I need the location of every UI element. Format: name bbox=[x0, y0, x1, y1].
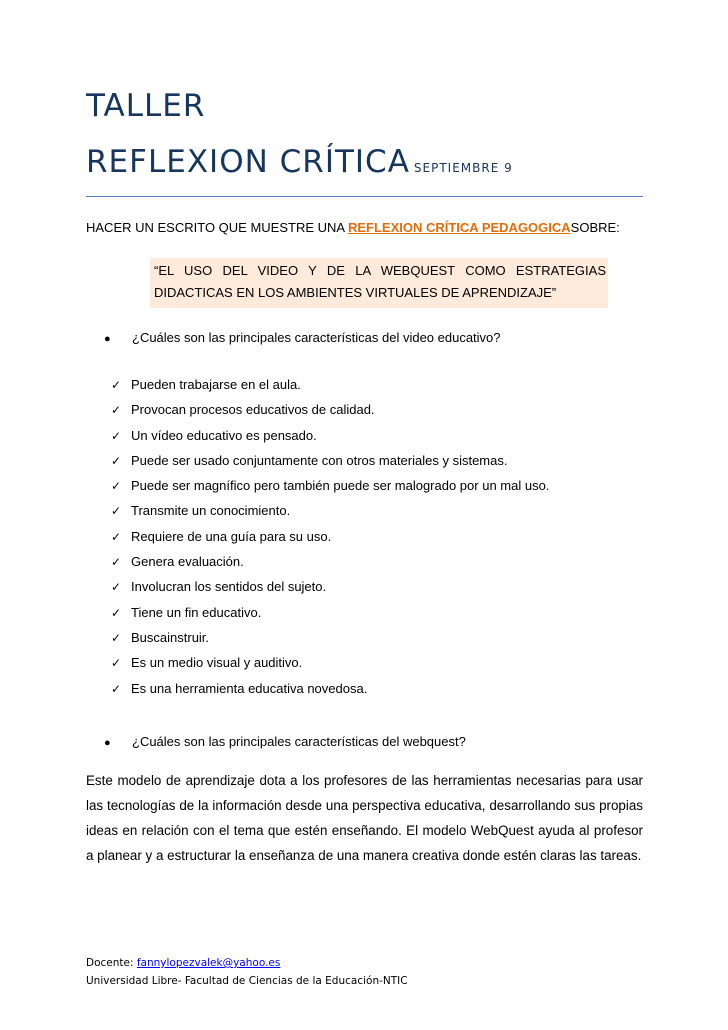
list-item bbox=[111, 604, 549, 629]
title-date: SEPTIEMBRE 9 bbox=[413, 161, 513, 175]
list-item-text: Puede ser magnífico pero también puede ser malogrado por un mal uso. bbox=[131, 478, 550, 494]
list-item-text: Tiene un fin educativo. bbox=[131, 604, 262, 620]
question-2 bbox=[104, 734, 466, 749]
list-item-text: Buscainstruir. bbox=[131, 629, 210, 645]
bullet-icon: ● bbox=[104, 333, 111, 345]
checkmark-icon: ✓ bbox=[111, 378, 122, 392]
checkmark-icon: ✓ bbox=[111, 428, 122, 443]
question-2-text: ¿Cuáles son las principales características del webquest? bbox=[132, 734, 466, 749]
title-line-2 bbox=[86, 142, 513, 188]
list-item bbox=[111, 578, 549, 603]
webquest-paragraph: Este modelo de aprendizaje dota a los profesores de las herramientas necesarias para usar las tecnologías de la información desde una perspectiva educativa, desarrollando sus propias ideas en relación con el tema que estén enseñando. El modelo WebQuest ayuda al profesor a planear y a estructurar la enseñanza de una manera creativa donde estén claras las tareas. bbox=[86, 773, 643, 863]
intro-before: HACER UN ESCRITO QUE MUESTRE UNA bbox=[86, 220, 348, 235]
page-footer bbox=[86, 954, 408, 990]
checkmark-icon: ✓ bbox=[111, 555, 122, 570]
list-item-text: Genera evaluación. bbox=[131, 554, 244, 570]
list-item bbox=[111, 401, 549, 426]
checkmark-icon: ✓ bbox=[111, 403, 122, 418]
list-item-text: Pueden trabajarse en el aula. bbox=[131, 377, 301, 392]
list-item-text: Transmite un conocimiento. bbox=[131, 503, 291, 519]
docente-label: Docente: bbox=[86, 957, 137, 969]
checkmark-icon: ✓ bbox=[111, 681, 122, 696]
checkmark-icon: ✓ bbox=[111, 529, 122, 544]
title-divider bbox=[86, 196, 643, 197]
list-item bbox=[111, 477, 549, 502]
footer-institution: Universidad Libre- Facultad de Ciencias de la Educación-NTIC bbox=[86, 975, 408, 987]
checkmark-icon: ✓ bbox=[111, 453, 122, 468]
checkmark-icon: ✓ bbox=[111, 504, 122, 519]
footer-docente bbox=[86, 954, 408, 972]
list-item bbox=[111, 452, 549, 477]
docente-email-link[interactable]: fannylopezvalek@yahoo.es bbox=[136, 957, 281, 969]
list-item-text: Es un medio visual y auditivo. bbox=[131, 655, 303, 671]
title-main: REFLEXION CRÍTICA bbox=[86, 144, 410, 180]
characteristics-list bbox=[111, 376, 549, 705]
checkmark-icon: ✓ bbox=[111, 605, 122, 620]
list-item-text: Requiere de una guía para su uso. bbox=[131, 528, 332, 544]
list-item bbox=[111, 427, 549, 452]
checkmark-icon: ✓ bbox=[111, 630, 122, 645]
list-item-text: Provocan procesos educativos de calidad. bbox=[131, 402, 375, 418]
list-item bbox=[111, 629, 549, 654]
checkmark-icon: ✓ bbox=[111, 580, 122, 595]
question-1 bbox=[104, 330, 501, 345]
quote-line-2: DIDACTICAS EN LOS AMBIENTES VIRTUALES DE APRENDIZAJE” bbox=[154, 285, 557, 300]
list-item bbox=[111, 376, 549, 401]
list-item-text: Involucran los sentidos del sujeto. bbox=[131, 579, 327, 595]
quote-line-1: “EL USO DEL VIDEO Y DE LA WEBQUEST COMO ESTRATEGIAS bbox=[154, 263, 606, 278]
list-item-text: Un vídeo educativo es pensado. bbox=[131, 427, 317, 443]
bullet-icon: ● bbox=[104, 737, 111, 749]
intro-instruction bbox=[86, 220, 620, 235]
intro-after: SOBRE: bbox=[570, 220, 620, 235]
list-item bbox=[111, 528, 549, 553]
list-item bbox=[111, 654, 549, 679]
list-item-text: Es una herramienta educativa novedosa. bbox=[131, 680, 368, 696]
question-1-text: ¿Cuáles son las principales características del video educativo? bbox=[132, 330, 501, 345]
checkmark-icon: ✓ bbox=[111, 656, 122, 671]
list-item bbox=[111, 680, 549, 705]
checkmark-icon: ✓ bbox=[111, 479, 122, 494]
list-item-text: Puede ser usado conjuntamente con otros materiales y sistemas. bbox=[131, 452, 508, 468]
intro-highlight: REFLEXION CRÍTICA PEDAGOGICA bbox=[347, 220, 571, 235]
list-item bbox=[111, 553, 549, 578]
topic-quote-box bbox=[150, 258, 608, 308]
list-item bbox=[111, 502, 549, 527]
title-line-1: TALLER bbox=[86, 88, 206, 124]
